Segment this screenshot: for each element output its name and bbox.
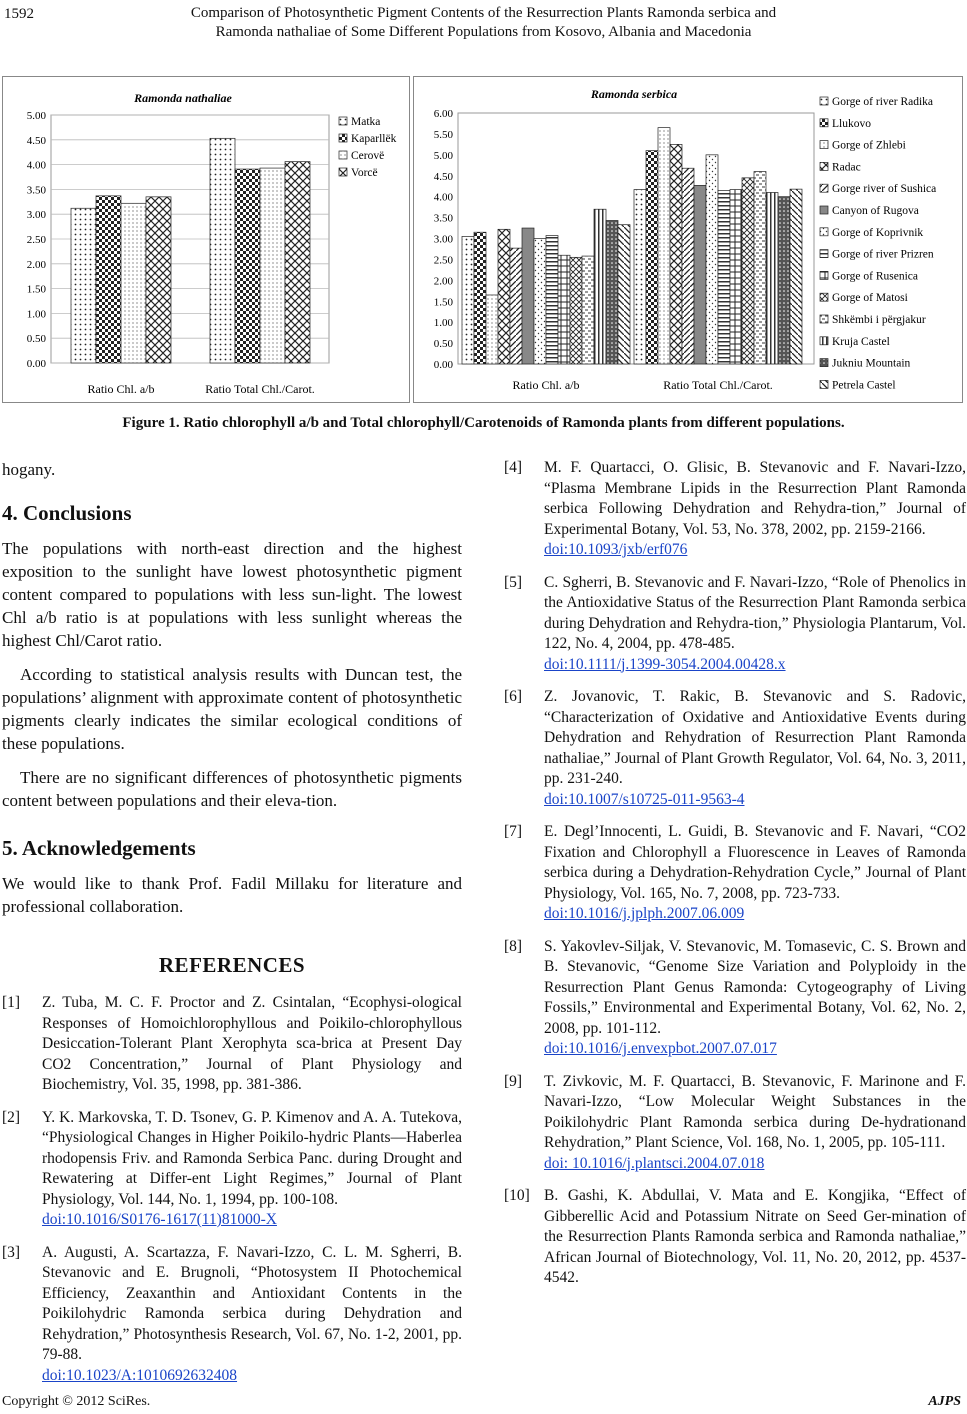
acknowledgements-heading: 5. Acknowledgements [2,836,196,860]
legend-label: Gorge river of Sushica [832,183,937,196]
reference-text: B. Gashi, K. Abdullai, V. Mata and E. Kongjika, “Effect of Gibberellic Acid and Potassium Nitrate on Seed Ger-mination of the Resurrection Plants Ramonda serbica and Ramonda nathaliae,” African Journal of Biotechnology, Vol. 11, No. 20, 2012, pp. 4537-4542. [544,1187,966,1286]
conclusions-paragraph-2: According to statistical analysis results with Duncan test, the populations’ alignment with approximate content of photosynthetic pigments clearly indicates the similar ecological conditions of these populations. [2,665,462,753]
bar [260,168,285,363]
bar [742,178,754,364]
y-tick-label: 3.00 [26,209,46,222]
legend-swatch [820,293,828,301]
reference-item [504,458,966,561]
reference-text: T. Zivkovic, M. F. Quartacci, B. Stevanovic, F. Marinone and F. Navari-Izzo, “Low Molecular Weight Substances in the Poikilohydric Plant Ramonda serbica during De-hydrationand Rehydration,” Plant Science, Vol. 168, No. 1, 2005, pp. 105-111. [544,1072,966,1151]
legend-swatch [820,380,828,388]
reference-text: Z. Tuba, M. C. F. Proctor and Z. Csintalan, “Ecophysi-ological Responses of Homoichlorophyllous and Poikilo-chlorophyllous Desiccation-Tolerant Plant Xerophyta sca-brica at Present Day CO2 Concentration,” Journal of Plant Physiology and Biochemistry, Vol. 35, 1998, pp. 381-386. [42,994,462,1093]
y-tick-label: 3.00 [433,233,453,246]
reference-number: [9] [504,1072,523,1090]
reference-text: M. F. Quartacci, O. Glisic, B. Stevanovic and F. Navari-Izzo, “Plasma Membrane Lipids in the Resurrection Plant Ramonda serbica Following Dehydration and Rehydra-tion,” Journal of Experimental Botany, Vol. 53, No. 378, 2002, pp. 2159-2166. [544,459,966,538]
bar [718,190,730,364]
reference-text: S. Yakovlev-Siljak, V. Stevanovic, M. Tomasevic, C. S. Brown and B. Stevanovic, “Genome Size Variation and Polyploidy in the Resurrection Plant Genus Ramonda: Cytogeography of Living Fossils,” Environmental and Experimental Botany, Vol. 62, No. 2, 2008, pp. 101-112. [544,937,966,1037]
references-list-left [2,993,462,1386]
legend-label: Shkëmbi i përgjakur [832,314,926,326]
bar [634,190,646,364]
y-tick-label: 2.50 [26,234,46,246]
y-tick-label: 2.50 [433,254,453,267]
legend-swatch [820,162,828,170]
reference-doi-link[interactable]: doi:10.1016/j.jplph.2007.06.009 [544,905,745,922]
reference-number: [3] [2,1243,21,1261]
bar [96,196,121,363]
y-tick-label: 2.00 [433,275,453,288]
y-tick-label: 1.00 [26,308,46,321]
reference-item [504,1072,966,1175]
legend-swatch [339,134,347,142]
bar [606,221,618,364]
legend-label: Kruja Castel [832,335,890,348]
bar [594,209,606,364]
running-title-line2: Ramonda nathaliae of Some Different Populations from Kosovo, Albania and Macedonia [215,24,752,40]
reference-doi-link[interactable]: doi:10.1093/jxb/erf076 [544,541,688,558]
chart-title: Ramonda nathaliae [134,91,232,105]
continued-text: hogany. [2,460,56,479]
y-tick-label: 5.00 [26,110,46,122]
legend-swatch [820,141,828,149]
legend-swatch [820,97,828,105]
reference-doi-link[interactable]: doi:10.1111/j.1399-3054.2004.00428.x [544,655,786,673]
reference-number: [4] [504,459,523,476]
reference-item [504,1186,966,1289]
bar [474,232,486,364]
legend-swatch [339,117,347,125]
y-tick-label: 5.50 [433,128,453,141]
legend-label: Petrela Castel [832,379,896,392]
reference-number: [8] [504,937,523,955]
y-tick-label: 0.50 [433,338,453,351]
legend-swatch [339,168,347,176]
reference-number: [1] [2,994,21,1011]
legend-swatch [820,250,828,258]
reference-number: [6] [504,688,523,705]
left-column [2,458,462,1398]
y-tick-label: 6.00 [433,108,453,120]
legend-label: Llukovo [832,117,871,130]
legend-label: Gorge of Matosi [832,292,908,305]
reference-number: [10] [504,1187,530,1204]
legend-swatch [820,337,828,345]
bar [462,236,474,364]
references-list-right [504,458,966,1289]
figure-caption: Figure 1. Ratio chlorophyll a/b and Total chlorophyll/Carotenoids of Ramonda plants from different populations. [122,415,845,431]
running-title [0,4,967,42]
reference-text: E. Degl’Innocenti, L. Guidi, B. Stevanovic and F. Navari, “CO2 Fixation and Chlorophyll a Fluorescence in Leaves of Ramonda serbica during a Dehydration-Rehydration Cycle,” Journal of Plant Physiology, Vol. 165, No. 7, 2008, pp. 723-733. [544,823,966,902]
reference-text: C. Sgherri, B. Stevanovic and F. Navari-Izzo, “Role of Phenolics in the Antioxidative Status of the Resurrection Plant Ramonda serbica during Dehydration and Rehydra-tion,” Physiologia Plantarum, Vol. 122, No. 4, 2004, pp. 478-485. [544,573,966,652]
legend-label: Gorge of river Radika [832,96,934,108]
reference-text: A. Augusti, A. Scartazza, F. Navari-Izzo, C. L. M. Sgherri, B. Stevanovic and E. Brugnoli, “Photosystem II Photochemical Efficiency, Zeaxanthin and Antioxidant Contents in the Poikilohydric Ramonda serbica during Dehydration and Rehydration,” Photosynthesis Research, Vol. 67, No. 1-2, 2001, pp. 79-88. [42,1243,462,1363]
bar [121,203,146,363]
chart-ramonda-serbica [413,76,963,403]
bar [235,169,260,363]
reference-text: Y. K. Markovska, T. D. Tsonev, G. P. Kimenov and A. A. Tutekova, “Physiological Changes in Higher Poikilo-hydric Plants—Haberlea rhodopensis Friv. and Ramonda Serbica Panc. during Drought and Rewatering at Differ-ent Light Regimes,” Journal of Plant Physiology, Vol. 144, No. 1, 1994, pp. 100-108. [42,1108,462,1208]
y-tick-label: 4.50 [26,134,46,147]
x-category-label: Ratio Chl. a/b [512,378,580,392]
bar [730,190,742,364]
reference-item [2,1108,462,1231]
legend-label: Gorge of river Prizren [832,248,934,261]
bar [766,192,778,364]
bar [790,189,802,364]
legend-swatch [820,206,828,214]
conclusions-paragraph-1: The populations with north-east direction and the highest exposition to the sunlight have lowest photosynthetic pigment content compared to populations with less sun-light. The lowest Chl a/b ratio is at populations with less sunlight whereas the highest Chl/Carot ratio. [2,539,462,650]
reference-text: Z. Jovanovic, T. Rakic, B. Stevanovic and S. Radovic, “Characterization of Oxidative and Antioxidative Events during Dehydration and Rehydration of Resurrection Plant Ramonda nathaliae,” Journal of Plant Growth Regulator, Vol. 64, No. 3, 2011, pp. 231-240. [544,688,966,787]
bar [706,155,718,364]
reference-number: [5] [504,573,523,591]
bar [71,208,96,363]
legend-label: Cerovë [351,150,385,162]
right-column [504,458,966,1301]
conclusions-heading: 4. Conclusions [2,501,132,525]
chart-serbica-svg [414,77,962,402]
chart-title: Ramonda serbica [590,87,678,101]
journal-footer: AJPS [928,1394,961,1409]
reference-doi-link[interactable]: doi:10.1016/S0176-1617(11)81000-X [42,1211,277,1228]
bar [498,229,510,364]
legend-swatch [820,119,828,127]
running-title-line1: Comparison of Photosynthetic Pigment Contents of the Resurrection Plants Ramonda serbica and [190,5,777,21]
y-tick-label: 4.50 [433,170,453,183]
reference-doi-link[interactable]: doi:10.1007/s10725-011-9563-4 [544,790,745,808]
y-tick-label: 0.00 [26,358,46,370]
bar [285,162,310,363]
legend-swatch [820,359,828,367]
bar [522,228,534,364]
legend-label: Kaparllëk [351,133,397,145]
legend-swatch [820,315,828,323]
bar [534,239,546,365]
y-tick-label: 0.00 [433,359,453,371]
x-category-label: Ratio Total Chl./Carot. [663,378,773,392]
legend-label: Jukniu Mountain [832,357,911,370]
legend-label: Matka [351,116,381,128]
y-tick-label: 4.00 [433,191,453,204]
chart-ramonda-nathaliae [2,76,410,403]
y-tick-label: 1.00 [433,317,453,330]
bar [486,295,498,364]
reference-number: [7] [504,823,523,840]
bar [570,257,582,364]
bar [670,144,682,364]
y-tick-label: 2.00 [26,258,46,271]
y-tick-label: 4.00 [26,159,46,172]
y-tick-label: 1.50 [26,283,46,296]
y-tick-label: 3.50 [433,212,453,225]
bar [618,225,630,364]
reference-number: [2] [2,1108,21,1126]
bar [582,256,594,364]
y-tick-label: 3.50 [26,184,46,197]
reference-item [2,993,462,1096]
legend-swatch [339,151,347,159]
reference-item [504,937,966,1060]
x-category-label: Ratio Chl. a/b [87,382,155,396]
acknowledgements-text: We would like to thank Prof. Fadil Millaku for literature and professional collaboration. [2,874,462,916]
bar [682,168,694,364]
bar [510,248,522,364]
copyright-footer: Copyright © 2012 SciRes. [2,1394,151,1409]
legend-label: Gorge of Koprivnik [832,226,924,239]
y-tick-label: 5.00 [433,149,453,162]
chart-nathaliae-svg [3,77,409,402]
y-tick-label: 1.50 [433,296,453,309]
reference-doi-link[interactable]: doi: 10.1016/j.plantsci.2004.07.018 [544,1154,765,1172]
reference-doi-link[interactable]: doi:10.1016/j.envexpbot.2007.07.017 [544,1040,777,1057]
reference-doi-link[interactable]: doi:10.1023/A:1010692632408 [42,1366,238,1384]
y-tick-label: 0.50 [26,333,46,346]
bar [546,236,558,364]
page-number: 1592 [4,6,34,22]
legend-swatch [820,184,828,192]
legend-label: Vorcë [351,167,378,179]
references-heading: REFERENCES [158,953,306,977]
legend-swatch [820,228,828,236]
bar [558,255,570,364]
legend-label: Radac [832,161,861,174]
x-category-label: Ratio Total Chl./Carot. [205,382,315,396]
reference-item [504,573,966,676]
legend-label: Canyon of Rugova [832,205,919,217]
legend-label: Gorge of Rusenica [832,270,919,283]
bar [210,138,235,363]
bar [754,172,766,364]
reference-item [504,822,966,925]
reference-item [2,1243,462,1387]
bar [658,128,670,364]
reference-item [504,687,966,810]
bar [694,185,706,364]
bar [146,197,171,363]
legend-label: Gorge of Zhlebi [832,139,906,152]
bar [646,151,658,364]
legend-swatch [820,271,828,279]
bar [778,197,790,364]
conclusions-paragraph-3: There are no significant differences of photosynthetic pigments content between populations and their eleva-tion. [2,768,462,810]
